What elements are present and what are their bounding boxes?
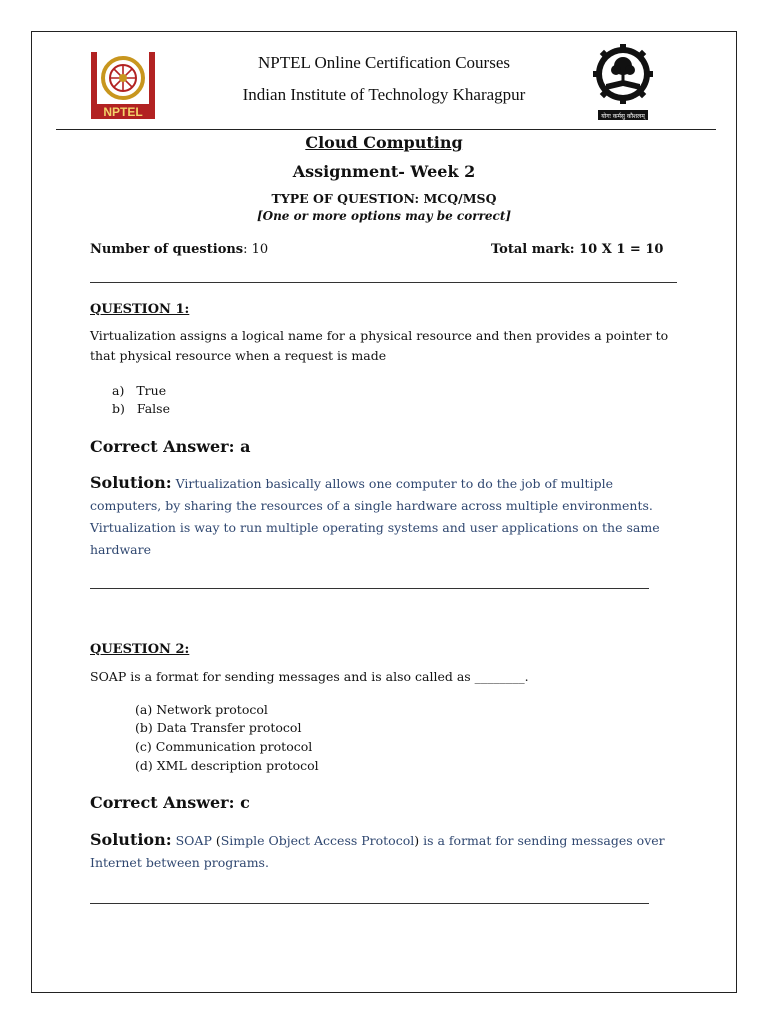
question-2-option-d <box>135 757 319 775</box>
number-of-questions-label: Number of questions <box>90 242 244 257</box>
question-type: TYPE OF QUESTION: MCQ/MSQ <box>271 191 497 206</box>
question-2-divider <box>90 903 649 904</box>
option-key: (b) <box>135 720 153 735</box>
solution-text-expansion: Simple Object Access Protocol <box>220 833 415 848</box>
number-of-questions-value: : 10 <box>243 242 269 257</box>
page-title: Cloud Computing <box>305 133 463 152</box>
question-1-divider <box>90 588 649 589</box>
question-2-option-c <box>135 738 312 756</box>
option-text: Data Transfer protocol <box>156 720 302 735</box>
option-key: (c) <box>135 739 152 754</box>
solution-paren-close: ) <box>414 833 420 848</box>
option-key: a) <box>112 383 125 398</box>
solution-text-soap: SOAP <box>175 833 212 848</box>
question-1-heading: QUESTION 1: <box>90 302 190 317</box>
options-note: [One or more options may be correct] <box>256 209 512 223</box>
question-2-option-b <box>135 719 301 737</box>
svg-text:NPTEL: NPTEL <box>103 105 143 119</box>
solution-text: Virtualization basically allows one computer to do the job of multiple computers, by sharing the resources of a single hardware across multiple environments. Virtualization is way to run multiple operating systems and user applications on the same hardware <box>90 476 660 557</box>
question-2-solution <box>90 829 680 874</box>
total-mark: Total mark: 10 X 1 = 10 <box>491 242 664 257</box>
option-text: Communication protocol <box>155 739 313 754</box>
option-key: b) <box>112 401 125 416</box>
question-2-option-a <box>135 701 268 719</box>
question-2-text: SOAP is a format for sending messages and is also called as ________. <box>90 669 529 684</box>
option-text: Network protocol <box>156 702 268 717</box>
question-1-solution <box>90 472 680 561</box>
question-1-correct-answer: Correct Answer: a <box>90 437 251 456</box>
option-text: False <box>136 401 170 416</box>
question-1-option-a <box>112 382 166 400</box>
solution-text-rest: is a format for sending messages over Internet between programs. <box>90 833 665 870</box>
iit-kharagpur-logo <box>592 44 654 122</box>
question-1-option-b <box>112 400 170 418</box>
nptel-logo <box>89 50 157 120</box>
option-key: (d) <box>135 758 153 773</box>
question-2-correct-answer: Correct Answer: c <box>90 793 250 812</box>
section-divider <box>90 282 677 283</box>
number-of-questions <box>90 242 268 257</box>
assignment-subtitle: Assignment- Week 2 <box>292 162 476 181</box>
solution-label: Solution: <box>90 473 172 492</box>
header-line-2: Indian Institute of Technology Kharagpur <box>242 85 526 104</box>
solution-paren-open: ( <box>211 833 221 848</box>
question-1-text: Virtualization assigns a logical name for a physical resource and then provides a pointer to that physical resource when a request is made <box>90 328 669 363</box>
header-line-1: NPTEL Online Certification Courses <box>258 53 510 72</box>
option-text: True <box>136 383 167 398</box>
svg-text:योगः कर्मसु कौशलम्: योगः कर्मसु कौशलम् <box>601 113 645 120</box>
option-text: XML description protocol <box>156 758 319 773</box>
header-rule <box>56 129 716 130</box>
question-2-heading: QUESTION 2: <box>90 642 190 657</box>
option-key: (a) <box>135 702 153 717</box>
solution-label: Solution: <box>90 830 172 849</box>
